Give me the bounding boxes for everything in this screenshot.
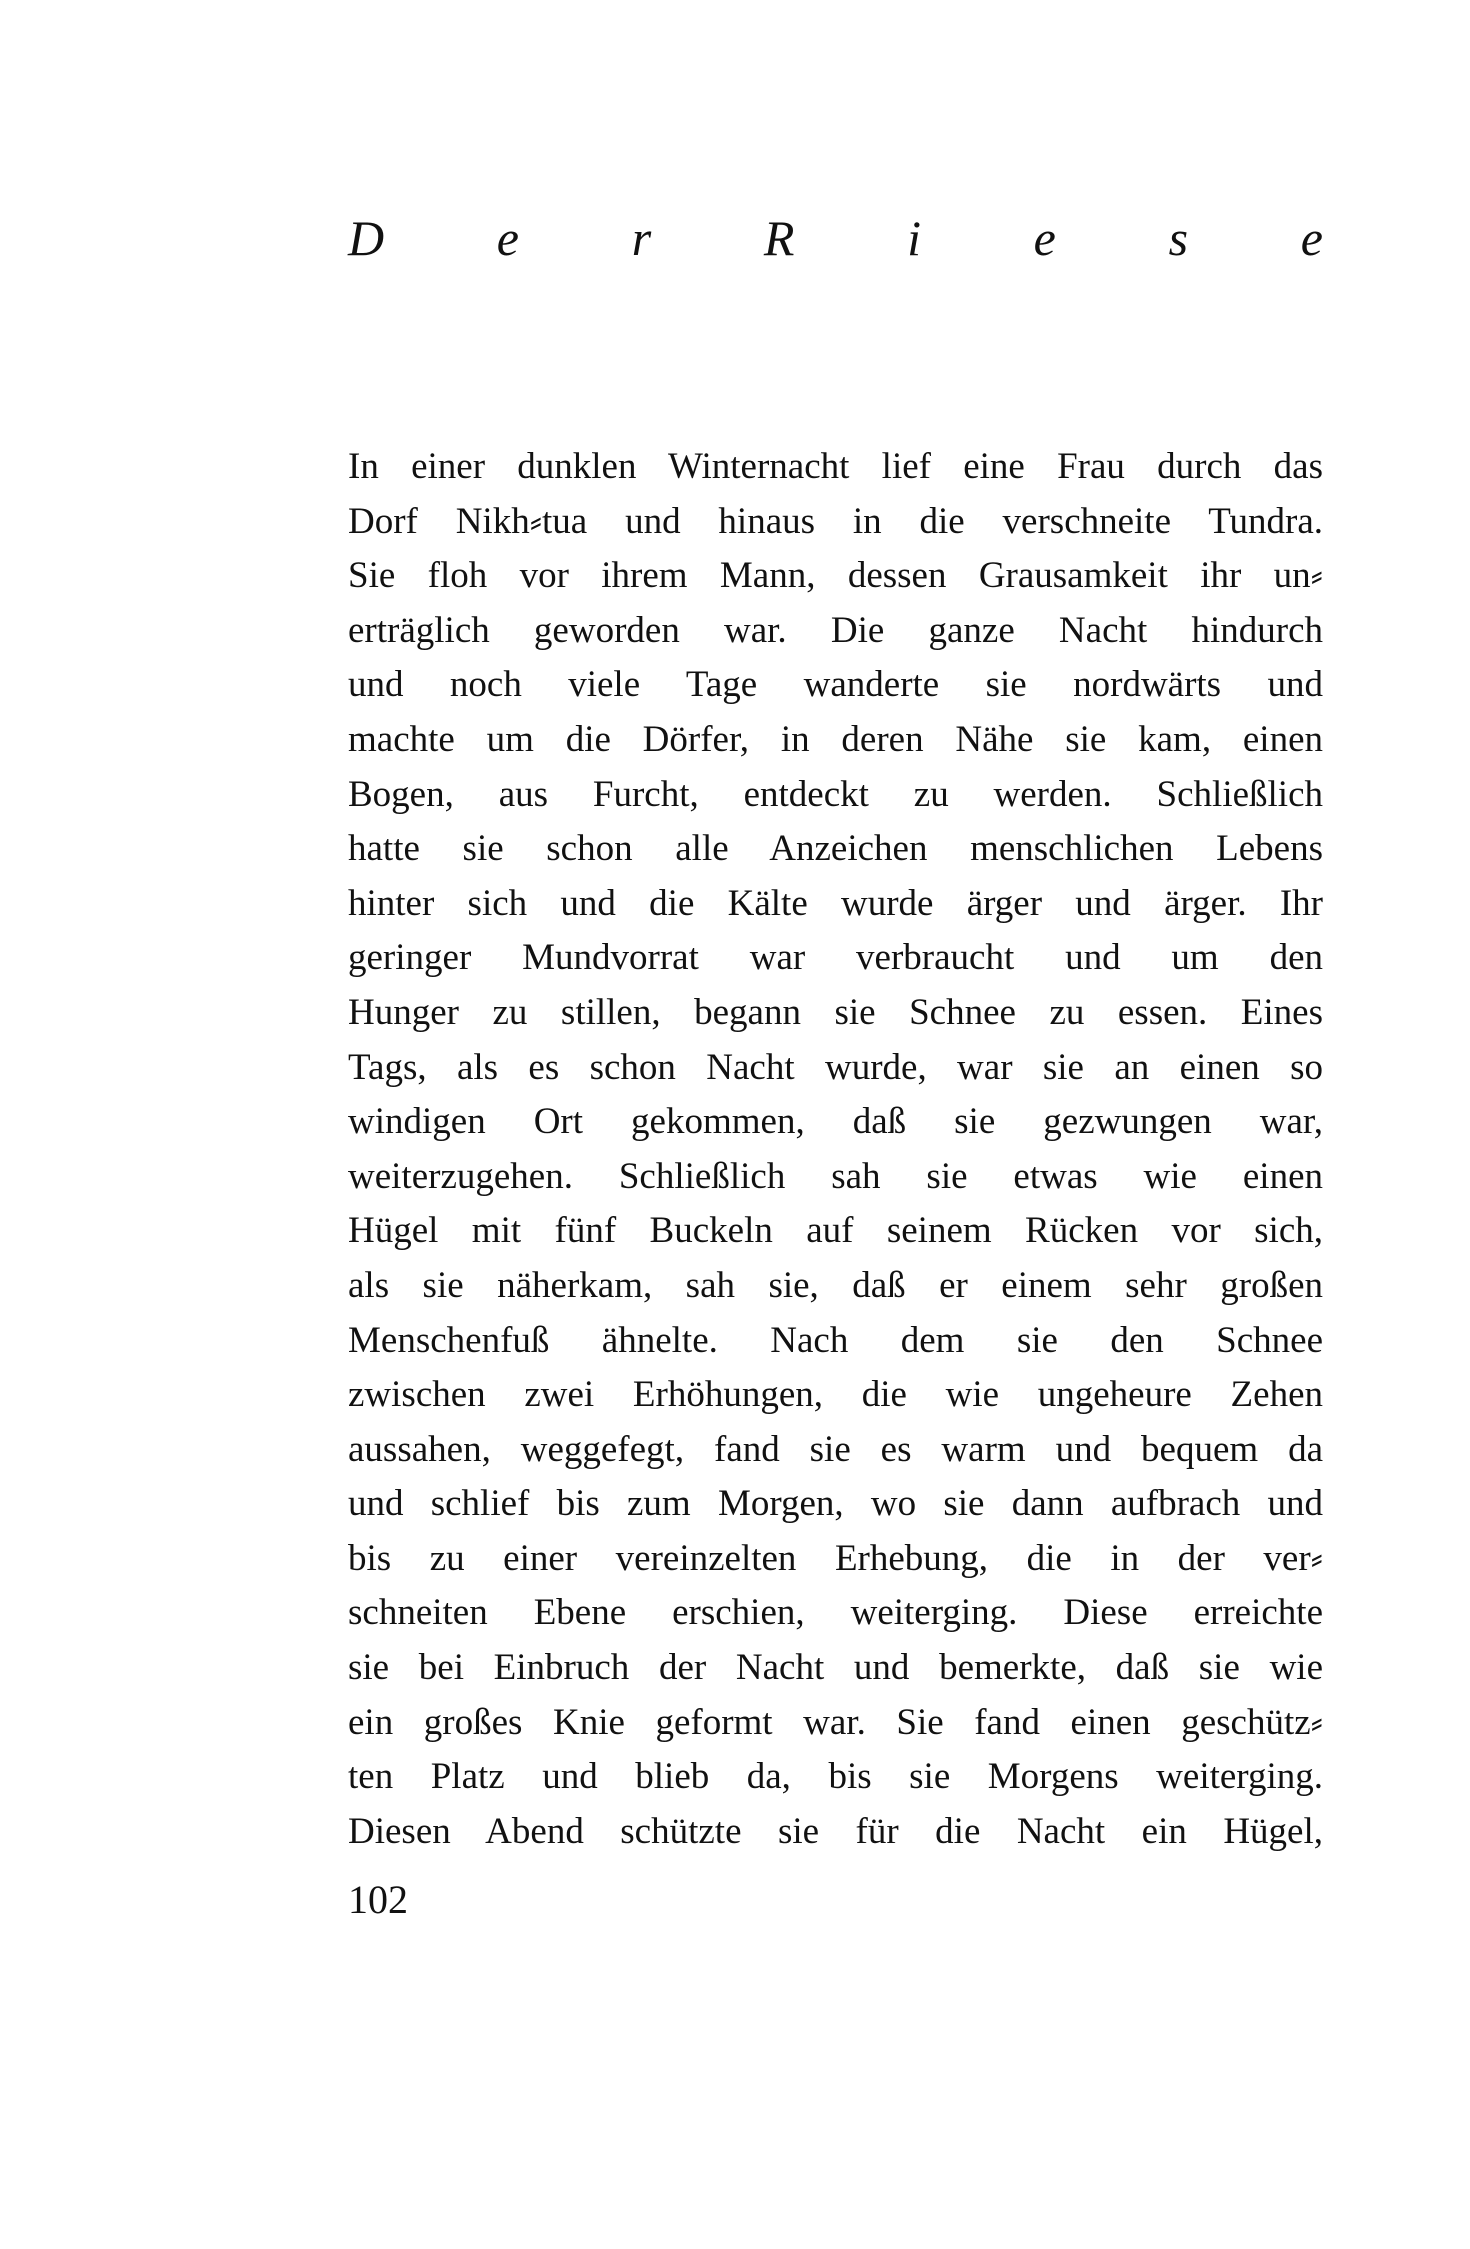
text-line: als sie näherkam, sah sie, daß er einem sehr großen bbox=[348, 1264, 1323, 1306]
text-line: Hügel mit fünf Buckeln auf seinem Rücken vor sich, bbox=[348, 1210, 1323, 1252]
text-line: hinter sich und die Kälte wurde ärger und ärger. Ihr bbox=[348, 882, 1323, 924]
text-line: aussahen, weggefegt, fand sie es warm und bequem da bbox=[348, 1428, 1323, 1470]
body-text bbox=[348, 440, 1323, 1859]
text-line: bis zu einer vereinzelten Erhebung, die in der ver⸗ bbox=[348, 1537, 1323, 1579]
text-line: Tags, als es schon Nacht wurde, war sie an einen so bbox=[348, 1046, 1323, 1088]
page-number: 102 bbox=[348, 1877, 408, 1922]
title-letter: R bbox=[763, 210, 795, 266]
text-line: weiterzugehen. Schließlich sah sie etwas wie einen bbox=[348, 1155, 1323, 1197]
text-line: erträglich geworden war. Die ganze Nacht hindurch bbox=[348, 609, 1323, 651]
title-letter: r bbox=[631, 210, 652, 266]
text-line: Dorf Nikh⸗tua und hinaus in die verschneite Tundra. bbox=[348, 500, 1323, 542]
text-line: Menschenfuß ähnelte. Nach dem sie den Schnee bbox=[348, 1319, 1323, 1361]
chapter-title bbox=[348, 208, 1323, 268]
text-line: hatte sie schon alle Anzeichen menschlichen Lebens bbox=[348, 828, 1323, 870]
text-line: Hunger zu stillen, begann sie Schnee zu essen. Eines bbox=[348, 991, 1323, 1033]
text-line: sie bei Einbruch der Nacht und bemerkte, daß sie wie bbox=[348, 1647, 1323, 1689]
text-line: Diesen Abend schützte sie für die Nacht ein Hügel, bbox=[348, 1810, 1323, 1852]
text-line: In einer dunklen Winternacht lief eine Frau durch das bbox=[348, 446, 1323, 487]
text-line: Sie floh vor ihrem Mann, dessen Grausamkeit ihr un⸗ bbox=[348, 555, 1323, 597]
title-letter: i bbox=[907, 210, 921, 266]
text-line: ten Platz und blieb da, bis sie Morgens weiterging. bbox=[348, 1756, 1323, 1798]
title-letter: e bbox=[1033, 210, 1056, 266]
text-line: und noch viele Tage wanderte sie nordwärts und bbox=[348, 664, 1323, 706]
text-line: windigen Ort gekommen, daß sie gezwungen war, bbox=[348, 1101, 1323, 1143]
text-line: Bogen, aus Furcht, entdeckt zu werden. Schließlich bbox=[348, 773, 1323, 815]
title-letter: e bbox=[1300, 210, 1323, 266]
text-line: zwischen zwei Erhöhungen, die wie ungeheure Zehen bbox=[348, 1374, 1323, 1416]
title-letter: s bbox=[1168, 210, 1189, 266]
text-line: machte um die Dörfer, in deren Nähe sie kam, einen bbox=[348, 718, 1323, 760]
title-letter: D bbox=[348, 210, 385, 266]
title-letter: e bbox=[496, 210, 519, 266]
text-line: schneiten Ebene erschien, weiterging. Diese erreichte bbox=[348, 1592, 1323, 1634]
text-line: geringer Mundvorrat war verbraucht und um den bbox=[348, 937, 1323, 979]
text-line: und schlief bis zum Morgen, wo sie dann aufbrach und bbox=[348, 1483, 1323, 1525]
text-line: ein großes Knie geformt war. Sie fand einen geschütz⸗ bbox=[348, 1701, 1323, 1743]
